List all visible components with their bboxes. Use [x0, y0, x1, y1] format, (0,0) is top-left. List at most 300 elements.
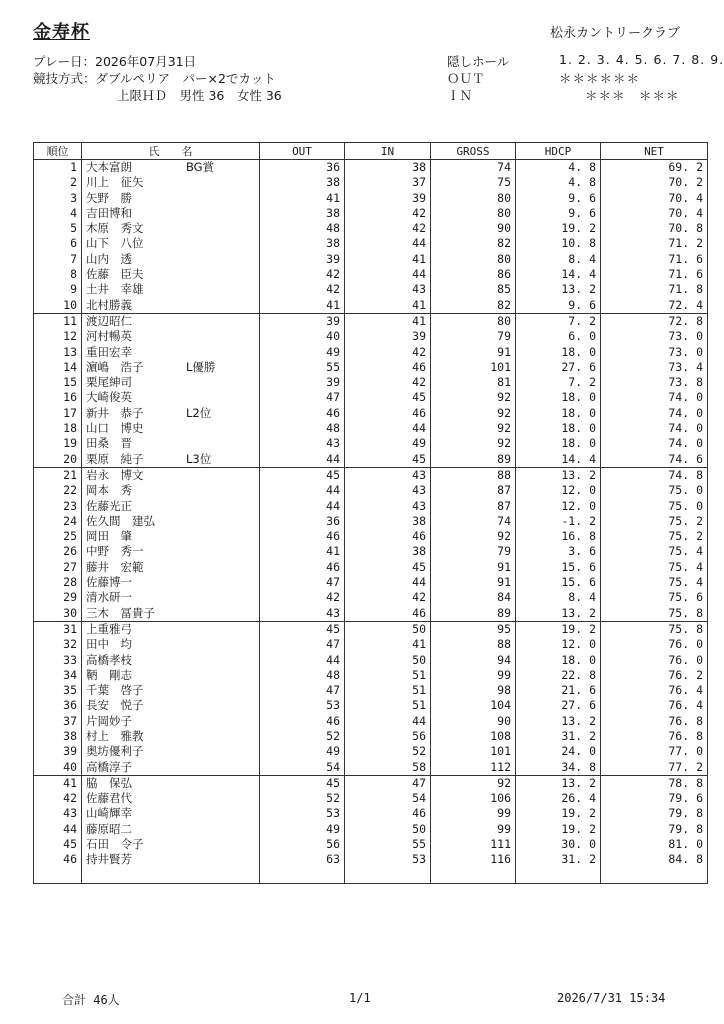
in-cell: 43: [345, 467, 431, 483]
table-row: [34, 683, 708, 698]
in-cell: 55: [345, 837, 431, 852]
hdcp-cell: 12. 0: [516, 499, 601, 514]
rank-cell: 45: [34, 837, 82, 852]
out-cell: 49: [260, 822, 345, 837]
player-name-cell: [82, 791, 260, 806]
player-name-cell: [82, 390, 260, 405]
table-row: [34, 160, 708, 176]
rank-cell: 13: [34, 345, 82, 360]
hdcp-cell: -1. 2: [516, 514, 601, 529]
player-name-cell: [82, 806, 260, 821]
total-count: 合計 46人: [62, 993, 120, 1007]
in-cell: 46: [345, 529, 431, 544]
hdcp-cell: 12. 0: [516, 483, 601, 498]
player-name: 栗尾紳司: [86, 375, 132, 390]
gross-cell: 82: [431, 236, 516, 251]
player-name-cell: [82, 329, 260, 344]
player-name: 北村勝義: [86, 297, 132, 312]
player-name-cell: [82, 160, 260, 176]
in-cell: 42: [345, 345, 431, 360]
table-row: [34, 267, 708, 282]
player-name-cell: [82, 852, 260, 867]
table-row: [34, 175, 708, 190]
table-blank-area: [34, 868, 708, 884]
gross-cell: 87: [431, 483, 516, 498]
rank-cell: 14: [34, 360, 82, 375]
gross-cell: 90: [431, 221, 516, 236]
out-label: ＯＵＴ: [447, 71, 485, 86]
rank-cell: 20: [34, 452, 82, 468]
player-name: 大本富朗: [86, 160, 132, 174]
player-name-cell: [82, 744, 260, 759]
table-row: [34, 452, 708, 468]
net-cell: 81. 0: [601, 837, 708, 852]
table-row: [34, 822, 708, 837]
player-name-cell: [82, 514, 260, 529]
net-cell: 71. 2: [601, 236, 708, 251]
net-cell: 79. 8: [601, 806, 708, 821]
in-cell: 43: [345, 483, 431, 498]
rank-cell: 10: [34, 298, 82, 314]
table-row: [34, 313, 708, 329]
hdcp-cell: 9. 6: [516, 298, 601, 314]
player-name: 重田宏幸: [86, 344, 132, 359]
player-name: 片岡妙子: [86, 713, 132, 728]
gross-cell: 92: [431, 436, 516, 451]
gross-cell: 88: [431, 637, 516, 652]
player-name: 千葉 啓子: [86, 683, 144, 698]
table-row: [34, 421, 708, 436]
award-label: BG賞: [186, 160, 215, 174]
in-cell: 38: [345, 514, 431, 529]
player-name: 田桑 晋: [86, 436, 132, 451]
net-cell: 70. 8: [601, 221, 708, 236]
out-cell: 47: [260, 575, 345, 590]
gross-cell: 89: [431, 452, 516, 468]
player-name: 大崎俊英: [86, 390, 132, 405]
out-cell: 45: [260, 467, 345, 483]
player-name: 清水研一: [86, 590, 132, 605]
rank-cell: 31: [34, 621, 82, 637]
header-in: IN: [345, 143, 431, 160]
player-name: 岩永 博文: [86, 467, 144, 482]
out-cell: 42: [260, 282, 345, 297]
gross-cell: 88: [431, 467, 516, 483]
page-title: 金寿杯: [33, 22, 90, 43]
gross-cell: 86: [431, 267, 516, 282]
out-cell: 63: [260, 852, 345, 867]
player-name: 持井賢芳: [86, 852, 132, 867]
gross-cell: 91: [431, 575, 516, 590]
out-cell: 41: [260, 191, 345, 206]
player-name-cell: [82, 252, 260, 267]
out-cell: 46: [260, 529, 345, 544]
hdcp-cell: 13. 2: [516, 606, 601, 622]
in-cell: 41: [345, 313, 431, 329]
hidden-hole-label: 隠しホール: [447, 54, 510, 69]
out-cell: 53: [260, 698, 345, 713]
table-row: [34, 714, 708, 729]
table-row: [34, 483, 708, 498]
hdcp-cell: 13. 2: [516, 282, 601, 297]
gross-cell: 75: [431, 175, 516, 190]
out-cell: 40: [260, 329, 345, 344]
player-name-cell: [82, 544, 260, 559]
gross-cell: 79: [431, 544, 516, 559]
gross-cell: 92: [431, 406, 516, 421]
in-cell: 54: [345, 791, 431, 806]
out-cell: 39: [260, 375, 345, 390]
table-row: [34, 360, 708, 375]
out-cell: 41: [260, 298, 345, 314]
out-cell: 46: [260, 560, 345, 575]
net-cell: 76. 2: [601, 668, 708, 683]
player-name-cell: [82, 606, 260, 622]
out-cell: 47: [260, 683, 345, 698]
blank-cell: [34, 868, 82, 884]
player-name-cell: [82, 499, 260, 514]
player-name-cell: [82, 191, 260, 206]
rank-cell: 46: [34, 852, 82, 867]
player-name-cell: [82, 714, 260, 729]
gross-cell: 74: [431, 514, 516, 529]
gross-cell: 116: [431, 852, 516, 867]
out-cell: 47: [260, 390, 345, 405]
hdcp-cell: 13. 2: [516, 467, 601, 483]
out-cell: 44: [260, 653, 345, 668]
player-name: 奥坊優利子: [86, 744, 144, 759]
blank-cell: [82, 868, 260, 884]
award-label: L3位: [186, 451, 212, 466]
net-cell: 70. 4: [601, 191, 708, 206]
in-cell: 44: [345, 421, 431, 436]
player-name-cell: [82, 698, 260, 713]
net-cell: 73. 4: [601, 360, 708, 375]
net-cell: 75. 8: [601, 621, 708, 637]
table-row: [34, 406, 708, 421]
hidden-hole-numbers: 1. 2. 3. 4. 5. 6. 7. 8. 9.: [559, 52, 724, 67]
player-name: 岡本 秀: [86, 483, 132, 498]
table-row: [34, 637, 708, 652]
in-cell: 50: [345, 653, 431, 668]
gross-cell: 98: [431, 683, 516, 698]
player-name: 佐藤君代: [86, 791, 132, 806]
table-row: [34, 282, 708, 297]
player-name-cell: [82, 221, 260, 236]
hdcp-cell: 4. 8: [516, 160, 601, 176]
hdcp-cell: 14. 4: [516, 452, 601, 468]
table-row: [34, 760, 708, 776]
gross-cell: 99: [431, 822, 516, 837]
rank-cell: 4: [34, 206, 82, 221]
table-row: [34, 668, 708, 683]
hdcp-cell: 24. 0: [516, 744, 601, 759]
hdcp-cell: 22. 8: [516, 668, 601, 683]
in-cell: 43: [345, 282, 431, 297]
table-row: [34, 514, 708, 529]
out-cell: 48: [260, 421, 345, 436]
rank-cell: 11: [34, 313, 82, 329]
club-name: 松永カントリークラブ: [549, 26, 680, 41]
rank-cell: 30: [34, 606, 82, 622]
rank-cell: 7: [34, 252, 82, 267]
out-cell: 48: [260, 668, 345, 683]
in-cell: 56: [345, 729, 431, 744]
rank-cell: 19: [34, 436, 82, 451]
rank-cell: 8: [34, 267, 82, 282]
hdcp-cell: 31. 2: [516, 729, 601, 744]
net-cell: 75. 2: [601, 514, 708, 529]
hdcp-cell: 15. 6: [516, 560, 601, 575]
out-cell: 52: [260, 791, 345, 806]
hdcp-cell: 26. 4: [516, 791, 601, 806]
table-row: [34, 806, 708, 821]
in-cell: 42: [345, 221, 431, 236]
player-name-cell: [82, 298, 260, 314]
player-name: 田中 均: [86, 637, 132, 652]
player-name: 吉田博和: [86, 205, 132, 220]
net-cell: 76. 4: [601, 698, 708, 713]
gross-cell: 92: [431, 775, 516, 791]
out-cell: 36: [260, 514, 345, 529]
player-name: 石田 令子: [86, 837, 144, 852]
rank-cell: 22: [34, 483, 82, 498]
player-name: 河村暢英: [86, 329, 132, 344]
player-name-cell: [82, 683, 260, 698]
in-cell: 50: [345, 822, 431, 837]
out-cell: 41: [260, 544, 345, 559]
out-cell: 39: [260, 252, 345, 267]
player-name-cell: [82, 421, 260, 436]
out-cell: 36: [260, 160, 345, 176]
in-cell: 51: [345, 668, 431, 683]
out-cell: 48: [260, 221, 345, 236]
table-row: [34, 560, 708, 575]
player-name-cell: [82, 313, 260, 329]
blank-cell: [601, 868, 708, 884]
net-cell: 75. 4: [601, 560, 708, 575]
player-name: 村上 雅教: [86, 728, 144, 743]
hdcp-cell: 13. 2: [516, 775, 601, 791]
table-row: [34, 236, 708, 251]
in-cell: 46: [345, 360, 431, 375]
in-cell: 44: [345, 267, 431, 282]
table-row: [34, 329, 708, 344]
hdcp-cell: 18. 0: [516, 406, 601, 421]
page-number: 1/1: [349, 991, 371, 1005]
rank-cell: 3: [34, 191, 82, 206]
table-row: [34, 298, 708, 314]
handicap-limit: 上限ＨＤ 男性 36 女性 36: [117, 88, 282, 103]
player-name: 佐藤 臣夫: [86, 267, 144, 282]
player-name: 佐久間 建弘: [86, 513, 155, 528]
out-cell: 44: [260, 499, 345, 514]
award-label: L優勝: [186, 359, 216, 374]
net-cell: 75. 4: [601, 544, 708, 559]
rank-cell: 28: [34, 575, 82, 590]
rank-cell: 36: [34, 698, 82, 713]
rank-cell: 34: [34, 668, 82, 683]
player-name: 木原 秀文: [86, 221, 144, 236]
blank-cell: [260, 868, 345, 884]
in-cell: 38: [345, 544, 431, 559]
in-cell: 46: [345, 806, 431, 821]
gross-cell: 99: [431, 668, 516, 683]
net-cell: 74. 0: [601, 406, 708, 421]
in-cell: 41: [345, 298, 431, 314]
gross-cell: 79: [431, 329, 516, 344]
net-cell: 75. 6: [601, 590, 708, 605]
gross-cell: 112: [431, 760, 516, 776]
in-cell: 42: [345, 590, 431, 605]
player-name: 中野 秀一: [86, 544, 144, 559]
player-name: 長安 悦子: [86, 698, 144, 713]
player-name-cell: [82, 406, 260, 421]
rank-cell: 5: [34, 221, 82, 236]
net-cell: 73. 8: [601, 375, 708, 390]
competition-format: 競技方式：ダブルペリア パー×2でカット: [33, 71, 276, 86]
net-cell: 75. 8: [601, 606, 708, 622]
hdcp-cell: 6. 0: [516, 329, 601, 344]
out-cell: 46: [260, 406, 345, 421]
in-cell: 39: [345, 191, 431, 206]
player-name-cell: [82, 452, 260, 468]
table-row: [34, 791, 708, 806]
rank-cell: 43: [34, 806, 82, 821]
in-cell: 51: [345, 683, 431, 698]
gross-cell: 95: [431, 621, 516, 637]
hdcp-cell: 19. 2: [516, 621, 601, 637]
player-name-cell: [82, 467, 260, 483]
net-cell: 73. 0: [601, 329, 708, 344]
rank-cell: 44: [34, 822, 82, 837]
net-cell: 76. 0: [601, 637, 708, 652]
rank-cell: 29: [34, 590, 82, 605]
rank-cell: 12: [34, 329, 82, 344]
player-name-cell: [82, 837, 260, 852]
header-hdcp: HDCP: [516, 143, 601, 160]
net-cell: 72. 4: [601, 298, 708, 314]
rank-cell: 41: [34, 775, 82, 791]
out-cell: 56: [260, 837, 345, 852]
table-row: [34, 621, 708, 637]
in-cell: 41: [345, 252, 431, 267]
in-label: ＩＮ: [447, 88, 473, 103]
hdcp-cell: 18. 0: [516, 390, 601, 405]
in-cell: 44: [345, 236, 431, 251]
net-cell: 76. 4: [601, 683, 708, 698]
gross-cell: 87: [431, 499, 516, 514]
net-cell: 79. 6: [601, 791, 708, 806]
player-name-cell: [82, 345, 260, 360]
out-cell: 55: [260, 360, 345, 375]
rank-cell: 32: [34, 637, 82, 652]
player-name-cell: [82, 760, 260, 776]
player-name: 藤原昭二: [86, 821, 132, 836]
player-name: 矢野 勝: [86, 190, 132, 205]
in-cell: 58: [345, 760, 431, 776]
hdcp-cell: 18. 0: [516, 653, 601, 668]
player-name-cell: [82, 267, 260, 282]
table-row: [34, 698, 708, 713]
rank-cell: 16: [34, 390, 82, 405]
in-cell: 46: [345, 606, 431, 622]
in-cell: 37: [345, 175, 431, 190]
rank-cell: 37: [34, 714, 82, 729]
in-cell: 52: [345, 744, 431, 759]
net-cell: 71. 6: [601, 252, 708, 267]
gross-cell: 90: [431, 714, 516, 729]
rank-cell: 21: [34, 467, 82, 483]
gross-cell: 91: [431, 560, 516, 575]
player-name: 三木 冨貴子: [86, 605, 155, 620]
in-marks: ＊＊＊ ＊＊＊: [585, 88, 680, 103]
net-cell: 77. 0: [601, 744, 708, 759]
out-cell: 49: [260, 345, 345, 360]
player-name-cell: [82, 436, 260, 451]
in-cell: 41: [345, 637, 431, 652]
out-cell: 54: [260, 760, 345, 776]
hdcp-cell: 8. 4: [516, 252, 601, 267]
out-cell: 53: [260, 806, 345, 821]
hdcp-cell: 13. 2: [516, 714, 601, 729]
hdcp-cell: 19. 2: [516, 822, 601, 837]
net-cell: 74. 0: [601, 421, 708, 436]
net-cell: 71. 8: [601, 282, 708, 297]
rank-cell: 2: [34, 175, 82, 190]
blank-cell: [431, 868, 516, 884]
player-name-cell: [82, 529, 260, 544]
in-cell: 51: [345, 698, 431, 713]
rank-cell: 18: [34, 421, 82, 436]
player-name: 濵嶋 浩子: [86, 359, 144, 374]
in-cell: 43: [345, 499, 431, 514]
header-out: OUT: [260, 143, 345, 160]
table-row: [34, 852, 708, 867]
header-net: NET: [601, 143, 708, 160]
net-cell: 69. 2: [601, 160, 708, 176]
hdcp-cell: 19. 2: [516, 221, 601, 236]
hdcp-cell: 34. 8: [516, 760, 601, 776]
table-row: [34, 744, 708, 759]
hdcp-cell: 9. 6: [516, 206, 601, 221]
net-cell: 72. 8: [601, 313, 708, 329]
in-cell: 50: [345, 621, 431, 637]
player-name-cell: [82, 668, 260, 683]
gross-cell: 101: [431, 744, 516, 759]
rank-cell: 26: [34, 544, 82, 559]
net-cell: 78. 8: [601, 775, 708, 791]
rank-cell: 15: [34, 375, 82, 390]
player-name: 岡田 肇: [86, 529, 132, 544]
net-cell: 75. 0: [601, 499, 708, 514]
gross-cell: 80: [431, 191, 516, 206]
rank-cell: 25: [34, 529, 82, 544]
gross-cell: 101: [431, 360, 516, 375]
hdcp-cell: 12. 0: [516, 637, 601, 652]
gross-cell: 99: [431, 806, 516, 821]
table-row: [34, 544, 708, 559]
player-name-cell: [82, 575, 260, 590]
hdcp-cell: 15. 6: [516, 575, 601, 590]
award-label: L2位: [186, 405, 212, 420]
hdcp-cell: 10. 8: [516, 236, 601, 251]
net-cell: 76. 8: [601, 714, 708, 729]
hdcp-cell: 3. 6: [516, 544, 601, 559]
player-name: 渡辺昭仁: [86, 313, 132, 328]
net-cell: 71. 6: [601, 267, 708, 282]
player-name-cell: [82, 822, 260, 837]
